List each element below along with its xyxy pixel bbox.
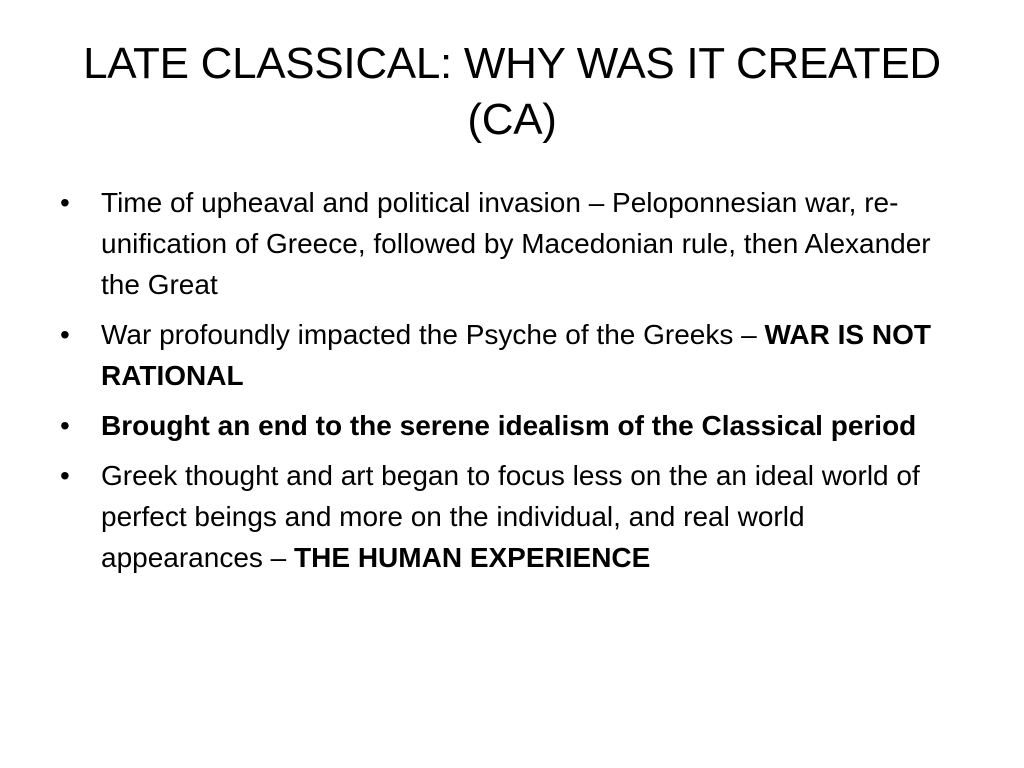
title-line-2: (CA) xyxy=(467,95,557,144)
bullet-text: Greek thought and art began to focus less on the an ideal world of perfect beings and more on the individual, and real world appearances – xyxy=(101,460,920,573)
bullet-dot-icon: • xyxy=(60,410,70,441)
bullet-dot-icon: • xyxy=(60,460,70,491)
bullet-text: Time of upheaval and political invasion – Peloponnesian war, re-unification of Greece, followed by Macedonian rule, then Alexander the Great xyxy=(101,187,931,300)
bullet-text: War profoundly impacted the Psyche of the Greeks – xyxy=(101,319,765,350)
bullet-bold-text: Brought an end to the serene idealism of the Classical period xyxy=(101,410,917,441)
bullet-dot-icon: • xyxy=(60,319,70,350)
bullet-item-3 xyxy=(58,405,970,446)
bullet-bold-text: WAR IS NOT RATIONAL xyxy=(101,319,931,391)
bullet-item-1 xyxy=(58,182,970,305)
bullet-dot-icon: • xyxy=(60,187,70,218)
slide-title xyxy=(50,36,974,148)
bullet-item-4 xyxy=(58,455,970,578)
bullet-bold-text: THE HUMAN EXPERIENCE xyxy=(294,542,651,573)
bullet-list xyxy=(58,182,970,587)
bullet-item-2 xyxy=(58,314,970,396)
title-line-1: LATE CLASSICAL: WHY WAS IT CREATED xyxy=(83,39,941,88)
